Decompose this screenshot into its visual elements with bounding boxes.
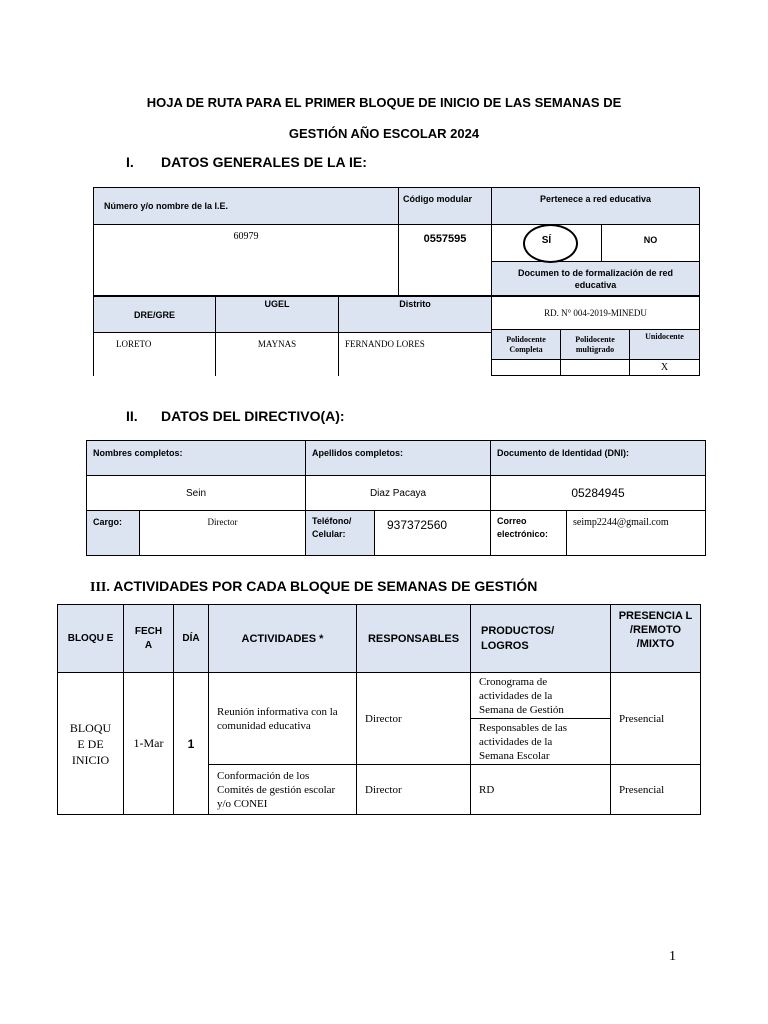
label-nombres: Nombres completos: bbox=[87, 441, 306, 476]
label-pertenece-red: Pertenece a red educativa bbox=[492, 188, 700, 225]
value-nombre-ie: 60979 bbox=[94, 225, 399, 296]
section3-heading bbox=[90, 578, 537, 596]
cell-modalidad-2: Presencial bbox=[611, 765, 701, 815]
label-apellidos: Apellidos completos: bbox=[306, 441, 491, 476]
value-polidocente-multigrado bbox=[561, 360, 630, 376]
section3-number: III. bbox=[90, 580, 110, 595]
value-dre: LORETO bbox=[94, 333, 216, 376]
cell-responsable-2: Director bbox=[357, 765, 471, 815]
header-actividades: ACTIVIDADES * bbox=[209, 605, 357, 673]
value-distrito: FERNANDO LORES bbox=[339, 333, 492, 376]
cell-fecha: 1-Mar bbox=[124, 673, 174, 815]
cell-actividad-1: Reunión informativa con la comunidad educativa bbox=[209, 673, 357, 765]
value-cargo: Director bbox=[140, 511, 306, 556]
general-data-table bbox=[93, 187, 700, 296]
section2-title: DATOS DEL DIRECTIVO(A): bbox=[161, 408, 345, 424]
cell-dia: 1 bbox=[174, 673, 209, 815]
label-telefono: Teléfono/ Celular: bbox=[306, 511, 375, 556]
label-dni: Documento de Identidad (DNI): bbox=[491, 441, 706, 476]
option-no-label: NO bbox=[643, 235, 658, 245]
cell-producto-1a: Cronograma de actividades de la Semana de Gestión bbox=[471, 673, 611, 719]
value-telefono: 937372560 bbox=[375, 511, 491, 556]
value-polidocente-completa bbox=[492, 360, 561, 376]
header-fecha: FECH A bbox=[124, 605, 174, 673]
cell-producto-1b: Responsables de las actividades de la Semana Escolar bbox=[471, 719, 611, 765]
label-unidocente: Unidocente bbox=[630, 330, 700, 360]
header-dia: DÍA bbox=[174, 605, 209, 673]
section3-title: ACTIVIDADES POR CADA BLOQUE DE SEMANAS DE GESTIÓN bbox=[113, 578, 538, 594]
director-table bbox=[86, 440, 706, 556]
label-polidocente-multigrado: Polidocente multigrado bbox=[561, 330, 630, 360]
cell-actividad-2: Conformación de los Comités de gestión escolar y/o CONEI bbox=[209, 765, 357, 815]
header-bloque: BLOQU E bbox=[58, 605, 124, 673]
section2-number: II. bbox=[126, 408, 138, 424]
label-ugel: UGEL bbox=[216, 297, 339, 333]
label-dre: DRE/GRE bbox=[94, 297, 216, 333]
location-table bbox=[93, 296, 492, 376]
label-polidocente-completa: Polidocente Completa bbox=[492, 330, 561, 360]
label-correo: Correo electrónico: bbox=[491, 511, 567, 556]
header-responsables: RESPONSABLES bbox=[357, 605, 471, 673]
value-ugel: MAYNAS bbox=[216, 333, 339, 376]
page-number: 1 bbox=[669, 949, 676, 964]
value-codigo-modular: 0557595 bbox=[399, 225, 492, 296]
section1-title: DATOS GENERALES DE LA IE: bbox=[161, 154, 367, 170]
cell-responsable-1: Director bbox=[357, 673, 471, 765]
selection-circle-icon bbox=[523, 224, 578, 263]
label-cargo: Cargo: bbox=[87, 511, 140, 556]
value-dni: 05284945 bbox=[491, 476, 706, 511]
value-documento-red: RD. N° 004-2019-MINEDU bbox=[492, 297, 700, 330]
cell-modalidad-1: Presencial bbox=[611, 673, 701, 765]
label-codigo-modular: Código modular bbox=[399, 188, 492, 225]
rd-type-table bbox=[491, 296, 700, 376]
value-apellidos: Diaz Pacaya bbox=[306, 476, 491, 511]
value-correo: seimp2244@gmail.com bbox=[567, 511, 706, 556]
header-productos: PRODUCTOS/ LOGROS bbox=[471, 605, 611, 673]
document-title-line2: GESTIÓN AÑO ESCOLAR 2024 bbox=[288, 126, 480, 141]
cell-bloque: BLOQU E DE INICIO bbox=[58, 673, 124, 815]
label-distrito: Distrito bbox=[339, 297, 492, 333]
option-si-label: SÍ bbox=[541, 234, 552, 246]
section1-number: I. bbox=[126, 154, 134, 170]
value-nombres: Sein bbox=[87, 476, 306, 511]
label-documento-red: Documen to de formalización de red educativa bbox=[492, 262, 700, 296]
header-modalidad: PRESENCIA L /REMOTO /MIXTO bbox=[611, 605, 701, 673]
cell-producto-2: RD bbox=[471, 765, 611, 815]
option-no bbox=[602, 225, 700, 262]
label-nombre-ie: Número y/o nombre de la I.E. bbox=[94, 188, 399, 225]
document-title-line1: HOJA DE RUTA PARA EL PRIMER BLOQUE DE INICIO DE LAS SEMANAS DE bbox=[146, 95, 622, 110]
value-unidocente: X bbox=[630, 360, 700, 376]
activities-table bbox=[57, 604, 701, 815]
